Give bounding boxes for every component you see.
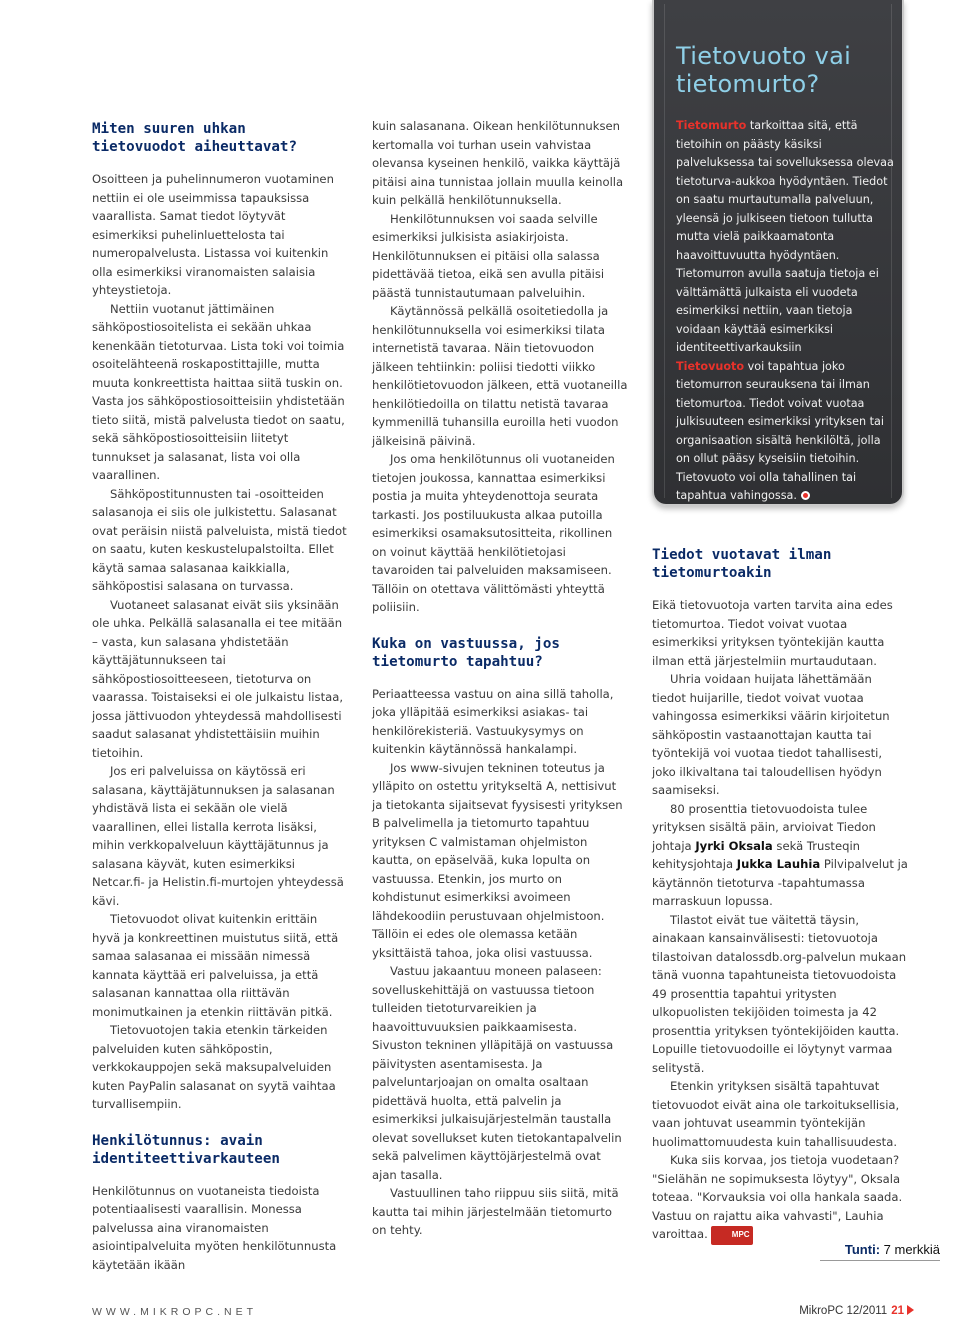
paragraph: Jos oma henkilötunnus oli vuotaneiden tietojen joukossa, kannattaa esimerkiksi postia ja muita yhteydenottoja seurata tarkasti. Jos postiluukusta alkaa putoilla esimerkiksi osamaksutositteita, rikollinen on voinut käyttää henkilötietojasi tavaroiden tai palveluiden maksamiseen. Tällöin on otettava välittömästi yhteyttä poliisiin. <box>372 452 615 614</box>
paragraph: Kuka siis korvaa, jos tietoja vuodetaan? "Sielähän ne sopimuksesta löytyy", Oksala toteaa. "Korvauksia voi olla hankala saada. Vastuu on rajattu aika vahvasti", Lauhia varoittaa. MPC <box>652 1151 908 1245</box>
paragraph: Käytännössä pelkällä osoitetiedolla ja henkilötunnuksella voi esimerkiksi tilata internetistä tavaraa. Näin tietovuodon jälkeen tehtiinkin: poliisi tiedotti viikko henkilötietovuodon jälkeen, että vuotaneilla henkilötiedoilla on tilattu netistä tavaraa kymmenillä tuhansilla euroilla heti vuodon jälkeisinä päivinä. <box>372 304 628 448</box>
section-heading: Henkilötunnus: avain identiteettivarkauteen <box>92 1132 280 1167</box>
article-column-1 <box>92 120 348 1274</box>
paragraph: Uhria voidaan huijata lähettämään tiedot huijarille, tiedot voivat vuotaa vahingossa esimerkiksi väärin kirjoitetun sähköpostin vastaanottajan kautta tai työntekijä voi vuotaa tiedot tahallisesti, joko ilkivaltana tai taloudellisen hyödyn saamiseksi. <box>652 672 890 797</box>
section-heading: Kuka on vastuussa, jos tietomurto tapahtuu? <box>372 635 560 670</box>
paragraph: Henkilötunnuksen voi saada selville esimerkiksi julkisista asiakirjoista. Henkilötunnuksen ei pitäisi olla salassa pidettävää tietoa, eikä sen avulla pitäisi päästä tunnistautumaan palveluihin. <box>372 211 605 300</box>
info-box-paragraph: Tietovuoto voi tapahtua joko tietomurron seurauksena tai ilman tietomurtoa. Tiedot voivat vuotaa julkisuuteen esimerkiksi yrityksen tai organisaation sisältä henkilöltä, jolla on ollut pääsy kyseisiin tietoihin. Tietovuoto voi olla tahallinen tai tapahtua vahingossa. <box>676 359 884 502</box>
person-name: Jukka Lauhia <box>736 857 821 871</box>
footer-page-info: MikroPC 12/2011 21 <box>799 1305 914 1317</box>
paragraph: Jos eri palveluissa on käytössä eri salasana, käyttäjätunnuksen ja salasanan yhdistävä lista ei sekään ole vielä vaarallinen, ellei listalla kerrota lisäksi, mihin verkkopalveluun käyttäjätunnus ja salasana käyvät, kuten esimerkiksi Netcar.fi- ja Helistin.fi-murtojen yhteydessä kävi. <box>92 764 344 908</box>
paragraph: Vuotaneet salasanat eivät siis yksinään ole uhka. Pelkällä salasanalla ei tee mitään – vasta, kun salasana yhdistetään käyttäjätunnukseen tai sähköpostiosoitteeseen, tietoturva on vaarassa. Toistaiseksi ei ole julkaistu listaa, jossa jättivuodon yhteydessä mahdollisesti saadut salasanat yhdistettäisiin muihin tietoihin. <box>92 597 344 760</box>
section-heading: Tiedot vuotavat ilman tietomurtoakin <box>652 547 832 581</box>
paragraph: Tietovuodot olivat kuitenkin erittäin hyvä ja konkreettinen muistutus siitä, että samaa salasanaa ei missään nimessä kannata käyttää eri palveluissa, ja että salasanan kannattaa olla riittävän monimutkainen ja etenkin riittävän pitkä. <box>92 912 339 1019</box>
info-box-text <box>676 117 894 506</box>
paragraph: Etenkin yrityksen sisältä tapahtuvat tietovuodot eivät aina ole tarkoituksellisia, vaan johtuvat useammin työntekijän huolimattomuudesta kuin tahallisuudesta. <box>652 1079 900 1149</box>
reading-time: Tunti: 7 merkkiä <box>844 1242 940 1257</box>
paragraph: Vastuullinen taho riippuu siis siitä, mitä kautta tai mihin järjestelmään tietomurto on tehty. <box>372 1186 619 1237</box>
info-box-title: Tietovuoto vai tietomurto? <box>676 42 852 98</box>
paragraph: Osoitteen ja puhelinnumeron vuotaminen nettiin ei ole useimmissa tapauksissa vaarallista. Samat tiedot löytyvät esimerkiksi puhelinluettelosta tai numeropalvelusta. Listassa voi kuitenkin olla esimerkiksi viranomaisten salaisia yhteystietoja. <box>92 172 334 297</box>
highlight-term: Tietovuoto <box>676 359 745 373</box>
section-heading: Miten suuren uhkan tietovuodot aiheuttavat? <box>92 121 297 155</box>
end-dot-icon <box>801 491 810 500</box>
paragraph: Tietovuotojen takia etenkin tärkeiden palveluiden kuten sähköpostin, verkkokauppojen sekä maksupalveluiden kuten PayPalin salasanat on syytä vaihtaa turvallisempiin. <box>92 1023 336 1111</box>
highlight-term: Tietomurto <box>676 119 747 132</box>
divider <box>820 1260 940 1261</box>
footer-url[interactable]: WWW.MIKROPC.NET <box>92 1306 257 1318</box>
page-number: 21 <box>891 1305 904 1317</box>
arrow-right-icon <box>907 1305 914 1315</box>
paragraph: Nettiin vuotanut jättimäinen sähköpostiosoitelista ei sekään uhkaa kenenkään tietoturvaa. Lista toki voi toimia osoitelähteenä roskapostittajille, mutta muuta konkreettista haittaa siitä tuskin on. Vasta jos sähköpostiosoitteisiin yhdistetään tieto siitä, mistä palvelusta tiedot on saatu, sekä sähköpostiosoitteisiin liitetyt tunnukset ja salasanat, lista voi olla vaarallinen. <box>92 301 345 482</box>
paragraph: Vastuu jakaantuu moneen palaseen: sovelluskehittäjä on vastuussa tietoon tulleiden tietoturvareikien ja haavoittuvuuksien paikkaamisesta. Sivuston tekninen ylläpitäjä on vastuussa päivitysten asentamisesta. Ja palveluntarjoajan on omalta osaltaan pidettävä huolta, että palvelin ja esimerkiksi julkaisujärjestelmän taustalla olevat sovellukset kuten tietokantapalvelin sekä palvelimen käyttöjärjestelmä ovat ajan tasalla. <box>372 964 622 1182</box>
article-column-3 <box>652 546 908 1245</box>
paragraph: 80 prosenttia tietovuodoista tulee yrityksen sisältä päin, arvioivat Tiedon johtaja Jyrki Oksala sekä Trusteqin kehitysjohtaja Jukka Lauhia Pilvipalvelut ja käytännön tietoturva -tapahtumassa marraskuun lopussa. <box>652 801 908 908</box>
paragraph: Periaatteessa vastuu on aina sillä taholla, joka ylläpitää esimerkiksi asiakas- tai henkilörekisteriä. Vastuukysymys on kuitenkin käytännössä hankalampi. <box>372 686 614 756</box>
paragraph: Sähköpostitunnusten tai -osoitteiden salasanoja ei siis ole julkistettu. Salasanat ovat peräisin niistä palveluista, mistä tiedot on saatu, kuten keskustelupalstoilta. Ellet käytä samaa salasanaa kaikkialla, sähköpostisi salasana on turvassa. <box>92 486 347 593</box>
article-column-2 <box>372 117 628 1240</box>
end-mark-logo: MPC <box>711 1226 753 1245</box>
info-box-paragraph: Tietomurto tarkoittaa sitä, että tietoihin on päästy käsiksi palveluksessa tai sovelluksessa olevaa tietoturva-aukkoa hyödyntäen. Tiedot on saatu murtautumalla palveluun, yleensä jo julkiseen tietoon tullutta mutta vielä paikkaamatonta haavoittuvuutta hyödyntäen. Tietomurron avulla saatuja tietoja ei välttämättä julkaista eli vuodeta esimerkiksi nettiin, vaan tietoja voidaan käyttää esimerkiksi identiteettivarkauksiin <box>676 119 894 354</box>
paragraph: Henkilötunnus on vuotaneista tiedoista potentiaalisesti vaarallisin. Monessa palvelussa aina viranomaisten asiointipalveluita myöten henkilötunnusta käytetään ikään <box>92 1183 337 1272</box>
paragraph: Tilastot eivät tue väitettä täysin, ainakaan kansainvälisesti: tietovuotoja tilastoivan datalossdb.org-palvelun mukaan tänä vuonna tapahtuneista tietovuodoista 49 prosenttia tapahtui yritysten ulkopuolisten tekijöiden toimesta ja 42 prosenttia yrityksen työntekijöiden kautta. Lopuille tietovuodoille ei löytynyt varmaa selitystä. <box>652 912 907 1075</box>
paragraph: Eikä tietovuotoja varten tarvita aina edes tietomurtoa. Tiedot voivat vuotaa esimerkiksi yrityksen työntekijän kautta ilman että järjestelmiin murtaudutaan. <box>652 598 893 668</box>
person-name: Jyrki Oksala <box>695 838 773 853</box>
paragraph: Jos www-sivujen tekninen toteutus ja ylläpito on ostettu yritykseltä A, nettisivut ja tietokanta sijaitsevat fyysisesti yrityksen B palvelimella ja tietomurto tapahtuu yrityksen C valmistaman ohjelmiston kautta, on epäselvää, kuka lopulta on vastuussa. Etenkin, jos murto on kohdistunut esimerkiksi avoimeen lähdekoodiin perustuvaan ohjelmistoon. Tällöin ei edes ole olemassa ketään yksittäistä tahoa, joka olisi vastuussa. <box>372 760 623 960</box>
paragraph: kuin salasanana. Oikean henkilötunnuksen kertomalla voi turhan usein vahvistaa olevansa kyseinen henkilö, vaikka käyttäjä pitäisi aina tunnistaa jollain muulla keinolla kuin pelkällä henkilötunnuksella. <box>372 119 624 207</box>
